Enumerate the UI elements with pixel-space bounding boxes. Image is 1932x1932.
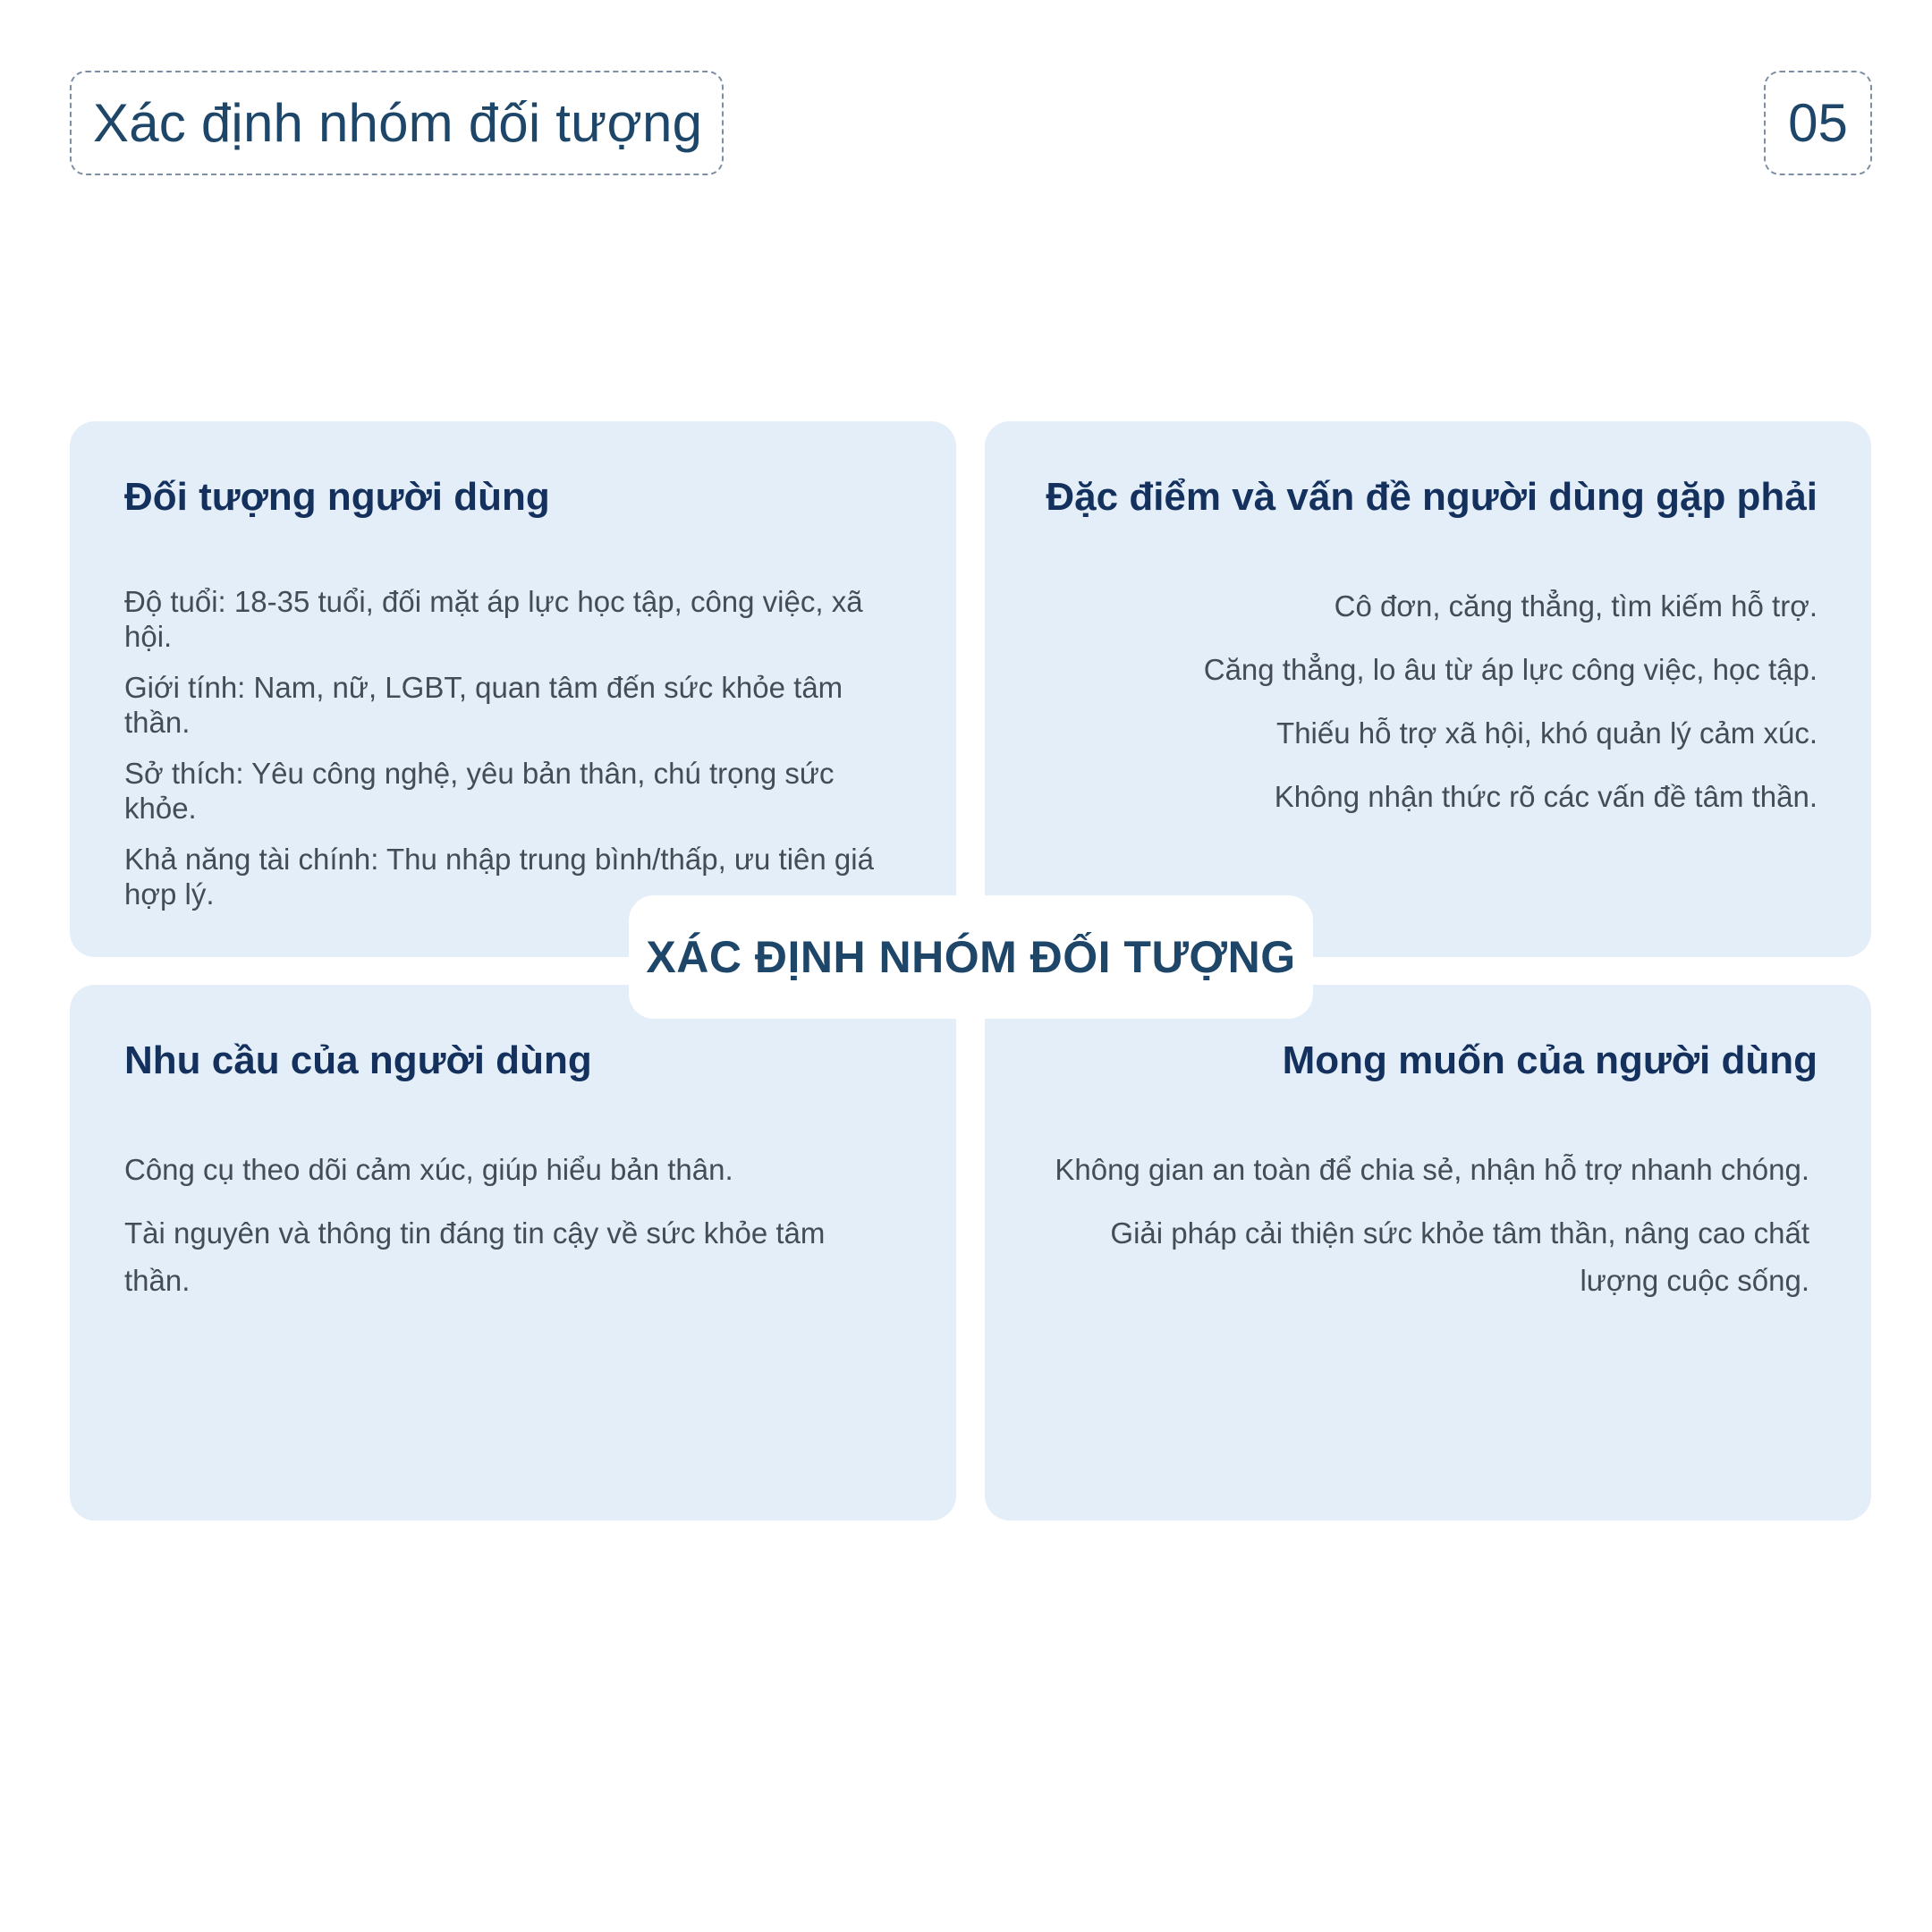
card-list: [124, 584, 911, 928]
list-item: Thiếu hỗ trợ xã hội, khó quản lý cảm xúc.: [1276, 716, 1818, 750]
card-title: Nhu cầu của người dùng: [124, 1038, 592, 1082]
card-list: [124, 1146, 858, 1320]
card-list: [1030, 587, 1818, 841]
card-title: Mong muốn của người dùng: [1282, 1038, 1818, 1082]
list-item: Công cụ theo dõi cảm xúc, giúp hiểu bản thân.: [124, 1153, 733, 1186]
page-title-box: [70, 71, 724, 175]
page-number: 05: [1788, 93, 1848, 153]
page-number-box: [1764, 71, 1872, 175]
list-item: Căng thẳng, lo âu từ áp lực công việc, học tập.: [1203, 653, 1818, 686]
center-label: XÁC ĐỊNH NHÓM ĐỐI TƯỢNG: [646, 932, 1296, 982]
card-user-needs: [70, 985, 956, 1521]
list-item: Cô đơn, căng thẳng, tìm kiếm hỗ trợ.: [1334, 589, 1818, 623]
card-title: Đối tượng người dùng: [124, 475, 550, 519]
list-item: Không gian an toàn để chia sẻ, nhận hỗ trợ nhanh chóng.: [1055, 1153, 1809, 1186]
list-item: Khả năng tài chính: Thu nhập trung bình/thấp, ưu tiên giá hợp lý.: [124, 843, 874, 911]
list-item: Độ tuổi: 18-35 tuổi, đối mặt áp lực học tập, công việc, xã hội.: [124, 585, 863, 653]
card-target-users: [70, 421, 956, 957]
center-label-box: [629, 895, 1313, 1019]
card-user-problems: [985, 421, 1871, 957]
card-title: Đặc điểm và vấn đề người dùng gặp phải: [1046, 475, 1818, 519]
card-list: [1040, 1146, 1809, 1320]
list-item: Sở thích: Yêu công nghệ, yêu bản thân, chú trọng sức khỏe.: [124, 757, 835, 825]
card-user-wishes: [985, 985, 1871, 1521]
list-item: Không nhận thức rõ các vấn đề tâm thần.: [1274, 780, 1818, 813]
list-item: Tài nguyên và thông tin đáng tin cậy về sức khỏe tâm thần.: [124, 1216, 826, 1297]
list-item: Giải pháp cải thiện sức khỏe tâm thần, nâng cao chất lượng cuộc sống.: [1110, 1216, 1809, 1297]
list-item: Giới tính: Nam, nữ, LGBT, quan tâm đến sức khỏe tâm thần.: [124, 671, 843, 739]
page-title: Xác định nhóm đối tượng: [93, 93, 703, 153]
